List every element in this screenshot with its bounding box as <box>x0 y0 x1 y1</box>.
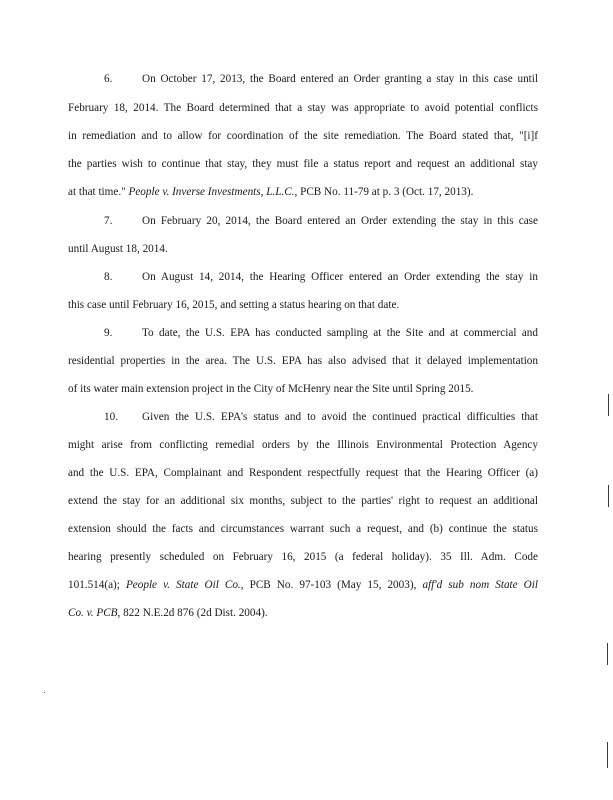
paragraph-number: 8. <box>104 271 113 283</box>
paragraph-6-line-4: the parties wish to continue that stay, they must file a status report and request an additional stay <box>68 158 538 170</box>
paragraph-10-line-3: and the U.S. EPA, Complainant and Respondent respectfully request that the Hearing Officer (a) <box>68 467 538 479</box>
paragraph-6-line-3: in remediation and to allow for coordination of the site remediation. The Board stated that, "[i]f <box>68 130 538 142</box>
paragraph-9-line-2: residential properties in the area. The U.S. EPA has also advised that it delayed implementation <box>68 355 538 367</box>
paragraph-6-line-1: 6. On October 17, 2013, the Board entered an Order granting a stay in this case until <box>104 73 538 85</box>
scan-margin-mark <box>607 742 608 768</box>
paragraph-10-line-8: Co. v. PCB, 822 N.E.2d 876 (2d Dist. 2004). <box>68 607 268 619</box>
paragraph-8-line-1: 8. On August 14, 2014, the Hearing Officer entered an Order extending the stay in <box>104 271 538 283</box>
paragraph-10-line-1: 10. Given the U.S. EPA's status and to avoid the continued practical difficulties that <box>104 411 538 423</box>
paragraph-10-line-5: extension should the facts and circumstances warrant such a request, and (b) continue the status <box>68 523 538 535</box>
paragraph-number: 10. <box>104 411 118 423</box>
paragraph-10-line-4: extend the stay for an additional six months, subject to the parties' right to request an additional <box>68 495 538 507</box>
paragraph-6-line-2: February 18, 2014. The Board determined that a stay was appropriate to avoid potential conflicts <box>68 102 538 114</box>
paragraph-10-line-7: 101.514(a); People v. State Oil Co., PCB No. 97-103 (May 15, 2003), aff'd sub nom State Oil <box>68 579 538 591</box>
paragraph-number: 6. <box>104 73 113 85</box>
paragraph-number: 9. <box>104 327 113 339</box>
case-citation: People v. State Oil Co. <box>125 579 241 591</box>
case-citation: aff'd sub nom State Oil <box>422 579 538 591</box>
paragraph-7-line-1: 7. On February 20, 2014, the Board entered an Order extending the stay in this case <box>104 215 538 227</box>
paragraph-10-line-6: hearing presently scheduled on February 16, 2015 (a federal holiday). 35 Ill. Adm. Code <box>68 551 538 563</box>
case-citation: Co. v. PCB <box>68 607 118 619</box>
scan-margin-mark <box>608 485 609 507</box>
scan-speck <box>44 692 45 693</box>
paragraph-7-line-2: until August 18, 2014. <box>68 243 168 255</box>
paragraph-9-line-1: 9. To date, the U.S. EPA has conducted sampling at the Site and at commercial and <box>104 327 538 339</box>
paragraph-6-line-5: at that time." People v. Inverse Investments, L.L.C., PCB No. 11-79 at p. 3 (Oct. 17, 2013). <box>68 186 474 198</box>
paragraph-number: 7. <box>104 215 113 227</box>
paragraph-10-line-2: might arise from conflicting remedial orders by the Illinois Environmental Protection Agency <box>68 439 538 451</box>
case-citation: People v. Inverse Investments, L.L.C. <box>128 186 295 198</box>
scan-margin-mark <box>607 643 608 665</box>
paragraph-8-line-2: this case until February 16, 2015, and setting a status hearing on that date. <box>68 299 400 311</box>
paragraph-9-line-3: of its water main extension project in the City of McHenry near the Site until Spring 2015. <box>68 383 474 395</box>
scan-margin-mark <box>608 394 609 416</box>
